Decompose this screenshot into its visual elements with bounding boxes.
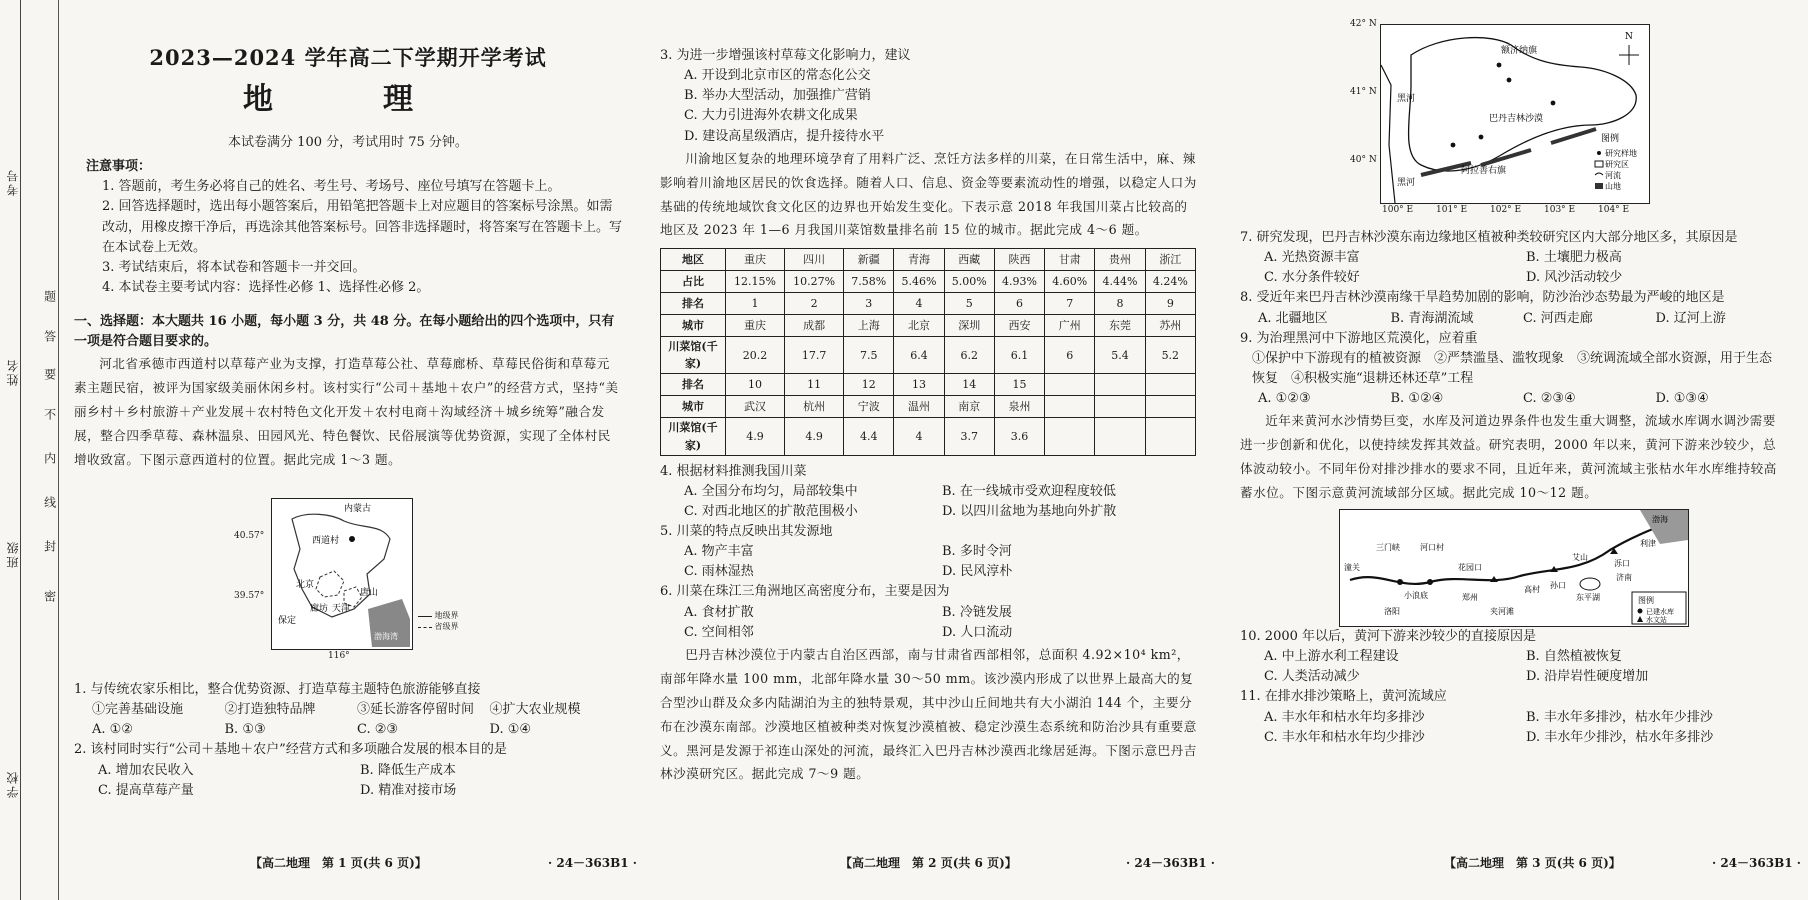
map3-label: 利津 <box>1640 538 1656 548</box>
table-cell: 4 <box>894 293 944 315</box>
table-row <box>661 418 1196 455</box>
table-cell: 四川 <box>785 249 844 271</box>
map1-label: 保定 <box>278 616 297 626</box>
table-cell: 占比 <box>661 271 726 293</box>
map3-label: 三门峡 <box>1376 542 1400 552</box>
map1-lon-label: 116° <box>328 651 350 661</box>
q10-stem: 10. 2000 年以后，黄河下游来沙较少的直接原因是 <box>1240 628 1537 644</box>
q1-option-a[interactable]: A. ①② <box>92 722 133 738</box>
table-row <box>661 271 1196 293</box>
table-cell: 12.15% <box>726 271 785 293</box>
seal-char: 封 <box>42 540 57 552</box>
map-yellow-river <box>1339 509 1689 627</box>
q2-option-b[interactable]: B. 降低生产成本 <box>360 762 456 778</box>
page-2 <box>660 46 1200 786</box>
q8-option-b[interactable]: B. 青海湖流域 <box>1390 310 1474 326</box>
map1-label: 内蒙古 <box>344 504 372 514</box>
map2-lat: 42° N <box>1350 19 1377 29</box>
table-cell: 陕西 <box>994 249 1044 271</box>
legend-reservoir-icon <box>1638 608 1643 613</box>
table-cell: 11 <box>785 374 844 396</box>
dongping-lake <box>1580 578 1600 590</box>
table-cell: 10 <box>726 374 785 396</box>
seal-char: 密 <box>42 590 57 602</box>
q2-option-d[interactable]: D. 精准对接市场 <box>360 782 457 798</box>
page3-code: · 24－363B1 · <box>1712 856 1801 870</box>
map3-label: 河口村 <box>1420 542 1444 552</box>
page1-footer: 【高二地理 第 1 页(共 6 页)】 <box>250 856 427 870</box>
table-cell: 4.60% <box>1045 271 1095 293</box>
table-cell: 6 <box>1045 337 1095 374</box>
table-cell: 6 <box>994 293 1044 315</box>
map1-legend-item: 省级界 <box>434 622 459 632</box>
q7-options <box>1240 268 1788 288</box>
q2-option-c[interactable]: C. 提高草莓产量 <box>98 782 194 798</box>
table-cell: 武汉 <box>726 396 785 418</box>
table-cell: 成都 <box>785 315 844 337</box>
table-cell: 13 <box>894 374 944 396</box>
table-cell: 7 <box>1045 293 1095 315</box>
map2-lon: 104° E <box>1598 205 1630 215</box>
q10-option-b[interactable]: B. 自然植被恢复 <box>1526 649 1622 665</box>
map3-label: 艾山 <box>1572 552 1588 562</box>
q11-options <box>1240 728 1788 748</box>
table-cell: 4.4 <box>844 418 894 455</box>
q5-option-a[interactable]: A. 物产丰富 <box>684 544 754 560</box>
notice-heading: 注意事项： <box>86 159 152 175</box>
q10-options <box>1240 667 1788 687</box>
q10-options <box>1240 647 1788 667</box>
q3-stem: 3. 为进一步增强该村草莓文化影响力，建议 <box>660 48 911 63</box>
table-cell: 5.4 <box>1095 337 1145 374</box>
compass-icon <box>1619 45 1639 65</box>
table-cell: 3.7 <box>944 418 994 455</box>
table-cell: 排名 <box>661 374 726 396</box>
q1-option-c[interactable]: C. ②③ <box>357 722 399 738</box>
sample-site-marker <box>1497 63 1502 68</box>
table-cell: 4.24% <box>1145 271 1195 293</box>
q1-item: ④扩大农业规模 <box>489 702 581 718</box>
table-cell: 14 <box>944 374 994 396</box>
table-cell: 西安 <box>994 315 1044 337</box>
map2-lon: 103° E <box>1544 205 1576 215</box>
table-cell: 新疆 <box>844 249 894 271</box>
q8-option-a[interactable]: A. 北疆地区 <box>1258 310 1328 326</box>
table-cell: 广州 <box>1045 315 1095 337</box>
table-cell: 西藏 <box>944 249 994 271</box>
table-cell: 贵州 <box>1095 249 1145 271</box>
map3-label: 夹河滩 <box>1490 606 1514 616</box>
legend-box-icon <box>1595 161 1603 167</box>
map3-label: 渤海 <box>1652 514 1668 524</box>
map1-label: 西道村 <box>312 536 340 546</box>
table-row <box>661 293 1196 315</box>
q10-option-d[interactable]: D. 沿岸岩性硬度增加 <box>1526 669 1649 685</box>
q1-item: ②打造独特品牌 <box>224 702 316 718</box>
map3-legend-item: 已建水库 <box>1646 607 1674 616</box>
sichuan-cuisine-table <box>660 248 1196 455</box>
table-cell: 上海 <box>844 315 894 337</box>
notice-item: 2. 回答选择题时，选出每小题答案后，用铅笔把答题卡上对应题目的答案标号涂黑。如需改动，用橡皮擦干净后，再选涂其他答案标号。回答非选择题时，将答案写在答题卡上。写在本试卷上无效。 <box>102 199 623 255</box>
q4-option-c[interactable]: C. 对西北地区的扩散范围极小 <box>684 503 858 519</box>
q7-option-d[interactable]: D. 风沙活动较少 <box>1526 270 1623 286</box>
map2-lat: 41° N <box>1350 87 1377 97</box>
map2-lon: 100° E <box>1382 205 1414 215</box>
q11-option-a[interactable]: A. 丰水年和枯水年均多排沙 <box>1264 709 1425 725</box>
q5-options <box>660 542 1200 562</box>
q1-item: ①完善基础设施 <box>92 702 184 718</box>
q4-options <box>660 482 1200 502</box>
q9-option-d[interactable]: D. ①③④ <box>1655 391 1709 407</box>
map3-legend-item: 水文站 <box>1646 615 1667 624</box>
map1-lat-label: 40.57° <box>234 531 265 541</box>
q9-option-c[interactable]: C. ②③④ <box>1523 391 1576 407</box>
subject-title: 地 理 <box>243 81 453 117</box>
notice-item: 3. 考试结束后，将本试卷和答题卡一并交回。 <box>102 259 366 275</box>
q10-option-a[interactable]: A. 中上游水利工程建设 <box>1264 649 1399 665</box>
seal-char: 要 <box>42 368 57 380</box>
map1-label: 渤海湾 <box>374 632 398 641</box>
q6-stem: 6. 川菜在珠江三角洲地区高密度分布，主要是因为 <box>660 584 950 600</box>
table-cell: 5 <box>944 293 994 315</box>
xidaocun-marker <box>349 536 355 542</box>
table-cell: 5.2 <box>1145 337 1195 374</box>
table-cell: 5.00% <box>944 271 994 293</box>
table-cell: 排名 <box>661 293 726 315</box>
table-cell: 甘肃 <box>1045 249 1095 271</box>
map-badain-jaran-wrap <box>1240 16 1788 266</box>
seal-char: 不 <box>42 408 57 420</box>
table-cell: 1 <box>726 293 785 315</box>
seal-char: 答 <box>42 330 57 342</box>
q3-option-d[interactable]: D. 建设高星级酒店，提升接待水平 <box>684 128 885 144</box>
q1-option-d[interactable]: D. ①④ <box>489 722 532 738</box>
table-cell <box>1095 396 1145 418</box>
table-cell: 东莞 <box>1095 315 1145 337</box>
table-cell: 城市 <box>661 315 726 337</box>
table-cell: 9 <box>1145 293 1195 315</box>
notice-item: 4. 本试卷主要考试内容：选择性必修 1、选择性必修 2。 <box>102 280 430 296</box>
map2-legend-item: 山地 <box>1605 182 1621 191</box>
map3-label: 潼关 <box>1344 562 1360 572</box>
table-row <box>661 337 1196 374</box>
q6-options <box>660 623 1200 643</box>
legend-dot-icon <box>1597 151 1601 155</box>
table-cell: 地区 <box>661 249 726 271</box>
q11-stem: 11. 在排水排沙策略上，黄河流域应 <box>1240 689 1447 705</box>
map2-legend-title: 图例 <box>1601 134 1620 144</box>
map2-label: 阿拉善右旗 <box>1461 166 1507 176</box>
heihe-river <box>1381 65 1395 203</box>
q11-option-b[interactable]: B. 丰水年多排沙，枯水年少排沙 <box>1526 709 1713 725</box>
table-cell: 宁波 <box>844 396 894 418</box>
map2-legend-item: 河流 <box>1605 171 1621 180</box>
map1-label: 北京 <box>296 580 315 590</box>
q5-option-c[interactable]: C. 雨林湿热 <box>684 564 754 580</box>
map3-label: 济南 <box>1616 572 1632 582</box>
table-cell: 苏州 <box>1145 315 1195 337</box>
q4-option-a[interactable]: A. 全国分布均匀，局部较集中 <box>684 483 858 499</box>
map2-lon: 101° E <box>1436 205 1468 215</box>
q9-option-a[interactable]: A. ①②③ <box>1258 391 1311 407</box>
notice-block <box>74 157 622 298</box>
q6-option-c[interactable]: C. 空间相邻 <box>684 624 754 640</box>
q3-option-c[interactable]: C. 大力引进海外农耕文化成果 <box>684 108 858 124</box>
q11-option-c[interactable]: C. 丰水年和枯水年均少排沙 <box>1264 729 1425 745</box>
table-cell: 温州 <box>894 396 944 418</box>
page3-footer: 【高二地理 第 3 页(共 6 页)】 <box>1444 856 1621 870</box>
map3-label: 孙口 <box>1550 580 1566 590</box>
table-row <box>661 396 1196 418</box>
q1-items <box>74 700 622 720</box>
label-name: 姓名 <box>6 358 20 386</box>
q8-options <box>1240 309 1788 329</box>
map3-label: 高村 <box>1524 584 1540 594</box>
table-cell: 12 <box>844 374 894 396</box>
sample-site-marker <box>1479 135 1484 140</box>
questions-1-2 <box>74 680 622 801</box>
q10-option-c[interactable]: C. 人类活动减少 <box>1264 669 1360 685</box>
map2-label: 黑河 <box>1397 178 1416 188</box>
table-cell: 3 <box>844 293 894 315</box>
map1-label: 天津 <box>332 604 351 614</box>
passage-xidaocun: 河北省承德市西道村以草莓产业为支撑，打造草莓公社、草莓廊桥、草莓民俗街和草莓元素主题民宿，被评为国家级美丽休闲乡村。该村实行“公司＋基地＋农户”的经营方式，坚持“美丽乡村＋乡村旅游＋产业发展＋农村特色文化开发＋农村电商＋沟域经济＋城乡统筹”融合发展，整合四季草莓、森林温泉、田园风光、特色餐饮、民俗展演等优势资源，实现了全体村民增收致富。下图示意西道村的位置。据此完成 1～3 题。 <box>74 356 619 468</box>
table-cell: 青海 <box>894 249 944 271</box>
q9-options <box>1240 389 1788 409</box>
table-cell: 10.27% <box>785 271 844 293</box>
page1-code: · 24－363B1 · <box>548 856 637 870</box>
map3-label: 花园口 <box>1458 562 1482 572</box>
map3-label: 小浪底 <box>1404 590 1428 600</box>
table-cell <box>1045 418 1095 455</box>
seal-char: 题 <box>42 290 57 302</box>
binding-margin <box>0 0 59 900</box>
binding-line <box>20 0 21 900</box>
q4-option-b[interactable]: B. 在一线城市受欢迎程度较低 <box>942 483 1116 499</box>
q1-item: ③延长游客停留时间 <box>357 702 475 718</box>
q4-option-d[interactable]: D. 以四川盆地为基地向外扩散 <box>942 503 1117 519</box>
table-cell: 川菜馆(千家) <box>661 418 726 455</box>
passage-yellow-river: 近年来黄河水沙情势巨变，水库及河道边界条件也发生重大调整，流域水库调水调沙需要进一步创新和优化，以使持续发挥其效益。研究表明，2000 年以来，黄河下游来沙较少，总体波动较小。不同年份对排沙排水的要求不同，且近年来，黄河流域主张枯水年水库维持较高蓄水位。下图示意黄河流域部分区域。据此完成 10～12 题。 <box>1240 413 1777 501</box>
table-cell: 4 <box>894 418 944 455</box>
mountain-band <box>1421 129 1596 175</box>
q1-stem: 1. 与传统农家乐相比，整合优势资源、打造草莓主题特色旅游能够直接 <box>74 682 481 697</box>
table-cell: 浙江 <box>1145 249 1195 271</box>
map-badain-jaran <box>1380 24 1650 204</box>
q11-option-d[interactable]: D. 丰水年少排沙，枯水年多排沙 <box>1526 729 1714 745</box>
map2-north-label: N <box>1625 32 1633 42</box>
map2-lon: 102° E <box>1490 205 1522 215</box>
q9-items: ①保护中下游现有的植被资源 ②严禁滥垦、滥牧现象 ③统调流域全部水资源，用于生态 <box>1252 350 1773 366</box>
map2-label: 巴丹吉林沙漠 <box>1489 114 1544 124</box>
table-cell: 6.2 <box>944 337 994 374</box>
map3-label: 洛阳 <box>1384 606 1400 616</box>
table-cell <box>1095 418 1145 455</box>
table-row <box>661 374 1196 396</box>
map2-lat: 40° N <box>1350 155 1377 165</box>
map3-label: 郑州 <box>1462 592 1478 602</box>
q8-option-c[interactable]: C. 河西走廊 <box>1523 310 1593 326</box>
seal-char: 内 <box>42 452 57 464</box>
table-cell: 4.9 <box>726 418 785 455</box>
table-cell <box>1045 396 1095 418</box>
q5-option-d[interactable]: D. 民风淳朴 <box>942 564 1013 580</box>
sample-site-marker <box>1551 101 1556 106</box>
q9-stem: 9. 为治理黑河中下游地区荒漠化，应着重 <box>1240 330 1478 346</box>
table-cell <box>1095 374 1145 396</box>
q7-option-a[interactable]: A. 光热资源丰富 <box>1264 250 1360 266</box>
map1-lat-label: 39.57° <box>234 591 265 601</box>
table-row <box>661 249 1196 271</box>
map3-label: 东平湖 <box>1576 592 1600 602</box>
map2-legend-item: 研究样地 <box>1605 149 1637 158</box>
exam-info: 本试卷满分 100 分，考试用时 75 分钟。 <box>228 135 468 151</box>
table-row <box>661 315 1196 337</box>
sample-site-marker <box>1451 143 1456 148</box>
table-cell: 南京 <box>944 396 994 418</box>
seal-char: 线 <box>42 496 57 508</box>
q8-option-d[interactable]: D. 辽河上游 <box>1655 310 1726 326</box>
q4-options <box>660 502 1200 522</box>
page-1 <box>74 20 623 798</box>
reservoir-marker <box>1427 579 1433 585</box>
passage-sichuan-cuisine: 川渝地区复杂的地理环境孕育了用料广泛、烹饪方法多样的川菜，在日常生活中，麻、辣影响着川渝地区居民的饮食选择。随着人口、信息、资金等要素流动性的增强，以稳定人口为基础的传统地域饮食文化区的边界也开始发生变化。下表示意 2018 年我国川菜占比较高的地区及 2023 年 1—6 月我国川菜馆数量排名前 15 位的城市。据此完成 4～6 题。 <box>660 150 1197 238</box>
table-cell: 重庆 <box>726 249 785 271</box>
table-cell: 北京 <box>894 315 944 337</box>
q2-options <box>74 761 622 781</box>
q7-stem: 7. 研究发现，巴丹吉林沙漠东南边缘地区植被种类较研究区内大部分地区多，其原因是 <box>1240 230 1738 245</box>
table-cell: 杭州 <box>785 396 844 418</box>
map2-label: 黑河 <box>1397 94 1416 104</box>
reservoir-marker <box>1397 579 1403 585</box>
map1-label: 唐山 <box>360 588 379 598</box>
legend-mountain-icon <box>1595 183 1603 189</box>
q9-option-b[interactable]: B. ①②④ <box>1390 391 1444 407</box>
table-cell: 4.93% <box>994 271 1044 293</box>
q6-options <box>660 603 1200 623</box>
page2-code: · 24－363B1 · <box>1126 856 1215 870</box>
q5-option-b[interactable]: B. 多时令河 <box>942 544 1012 560</box>
label-class: 班级 <box>6 540 20 568</box>
map3-label: 泺口 <box>1614 558 1630 568</box>
q2-option-a[interactable]: A. 增加农民收入 <box>98 762 194 778</box>
table-cell <box>1045 374 1095 396</box>
table-cell: 4.9 <box>785 418 844 455</box>
q3-option-a[interactable]: A. 开设到北京市区的常态化公交 <box>684 68 871 84</box>
table-cell <box>1145 374 1195 396</box>
table-cell: 7.58% <box>844 271 894 293</box>
notice-item: 1. 答题前，考生务必将自己的姓名、考生号、考场号、座位号填写在答题卡上。 <box>102 179 561 195</box>
q8-stem: 8. 受近年来巴丹吉林沙漠南缘干旱趋势加剧的影响，防沙治沙态势最为严峻的地区是 <box>1240 290 1725 306</box>
table-cell: 3.6 <box>994 418 1044 455</box>
map2-legend-item: 研究区 <box>1605 160 1629 169</box>
table-cell: 8 <box>1095 293 1145 315</box>
province-boundary <box>292 514 390 617</box>
map1-legend <box>418 610 459 632</box>
map-xidaocun <box>271 498 413 650</box>
q7-option-c[interactable]: C. 水分条件较好 <box>1264 270 1360 286</box>
table-cell: 6.1 <box>994 337 1044 374</box>
q7-option-b[interactable]: B. 土壤肥力极高 <box>1526 250 1622 266</box>
sample-site-marker <box>1507 78 1512 83</box>
table-cell: 川菜馆(千家) <box>661 337 726 374</box>
table-cell: 5.46% <box>894 271 944 293</box>
table-cell: 17.7 <box>785 337 844 374</box>
label-school: 学校 <box>6 770 20 798</box>
map2-label: 额济纳旗 <box>1501 46 1538 56</box>
q5-options <box>660 562 1200 582</box>
passage-badain-jaran: 巴丹吉林沙漠位于内蒙古自治区西部，南与甘肃省西部相邻，总面积 4.92×10⁴ km²，南部年降水量 100 mm，北部年降水量 30～50 mm。该沙漠内形成了以世界上最高大的复合型沙山群及众多内陆湖泊为主的独特景观，其中沙山丘间地共有大小湖泊 144 个，主要分布在沙漠东南部。沙漠地区植被种类对恢复沙漠植被、稳定沙漠生态系统和防治沙具有重要意义。黑河是发源于祁连山深处的河流，最终汇入巴丹吉林沙漠西北缘居延海。下图示意巴丹吉林沙漠研究区。据此完成 7～9 题。 <box>660 646 1197 782</box>
page2-footer: 【高二地理 第 2 页(共 6 页)】 <box>840 856 1017 870</box>
exam-title: 2023—2024 学年高二下学期开学考试 <box>149 45 547 70</box>
table-cell: 重庆 <box>726 315 785 337</box>
q3-option-b[interactable]: B. 举办大型活动，加强推广营销 <box>684 88 871 104</box>
table-cell: 15 <box>994 374 1044 396</box>
q6-option-d[interactable]: D. 人口流动 <box>942 624 1013 640</box>
q2-stem: 2. 该村同时实行“公司＋基地＋农户”经营方式和多项融合发展的根本目的是 <box>74 742 507 758</box>
table-cell: 深圳 <box>944 315 994 337</box>
table-cell <box>1145 396 1195 418</box>
q2-options <box>74 781 622 801</box>
table-cell: 7.5 <box>844 337 894 374</box>
table-cell: 2 <box>785 293 844 315</box>
q1-option-b[interactable]: B. ①③ <box>224 722 266 738</box>
map3-legend-title: 图例 <box>1638 595 1654 605</box>
label-exam-number: 考号 <box>6 168 20 196</box>
q1-options <box>74 720 622 740</box>
map1-label: 廊坊 <box>310 604 329 614</box>
section-heading: 一、选择题：本大题共 16 小题，每小题 3 分，共 48 分。在每小题给出的四个选项中，只有一项是符合题目要求的。 <box>74 314 615 350</box>
table-cell: 4.44% <box>1095 271 1145 293</box>
beijing-boundary <box>316 571 344 597</box>
q9-items: 恢复 ④积极实施“退耕还林还草”工程 <box>1252 370 1474 386</box>
table-cell <box>1145 418 1195 455</box>
page-3 <box>1240 16 1788 748</box>
q6-option-b[interactable]: B. 冷链发展 <box>942 604 1012 620</box>
table-cell: 泉州 <box>994 396 1044 418</box>
q6-option-a[interactable]: A. 食材扩散 <box>684 604 754 620</box>
table-cell: 6.4 <box>894 337 944 374</box>
questions-7-9 <box>1240 228 1788 505</box>
table-cell: 城市 <box>661 396 726 418</box>
legend-river-icon <box>1595 173 1603 175</box>
q4-stem: 4. 根据材料推测我国川菜 <box>660 463 807 479</box>
map1-legend-item: 地级界 <box>434 611 459 620</box>
q11-options <box>1240 708 1788 728</box>
q5-stem: 5. 川菜的特点反映出其发源地 <box>660 524 833 539</box>
table-cell: 20.2 <box>726 337 785 374</box>
